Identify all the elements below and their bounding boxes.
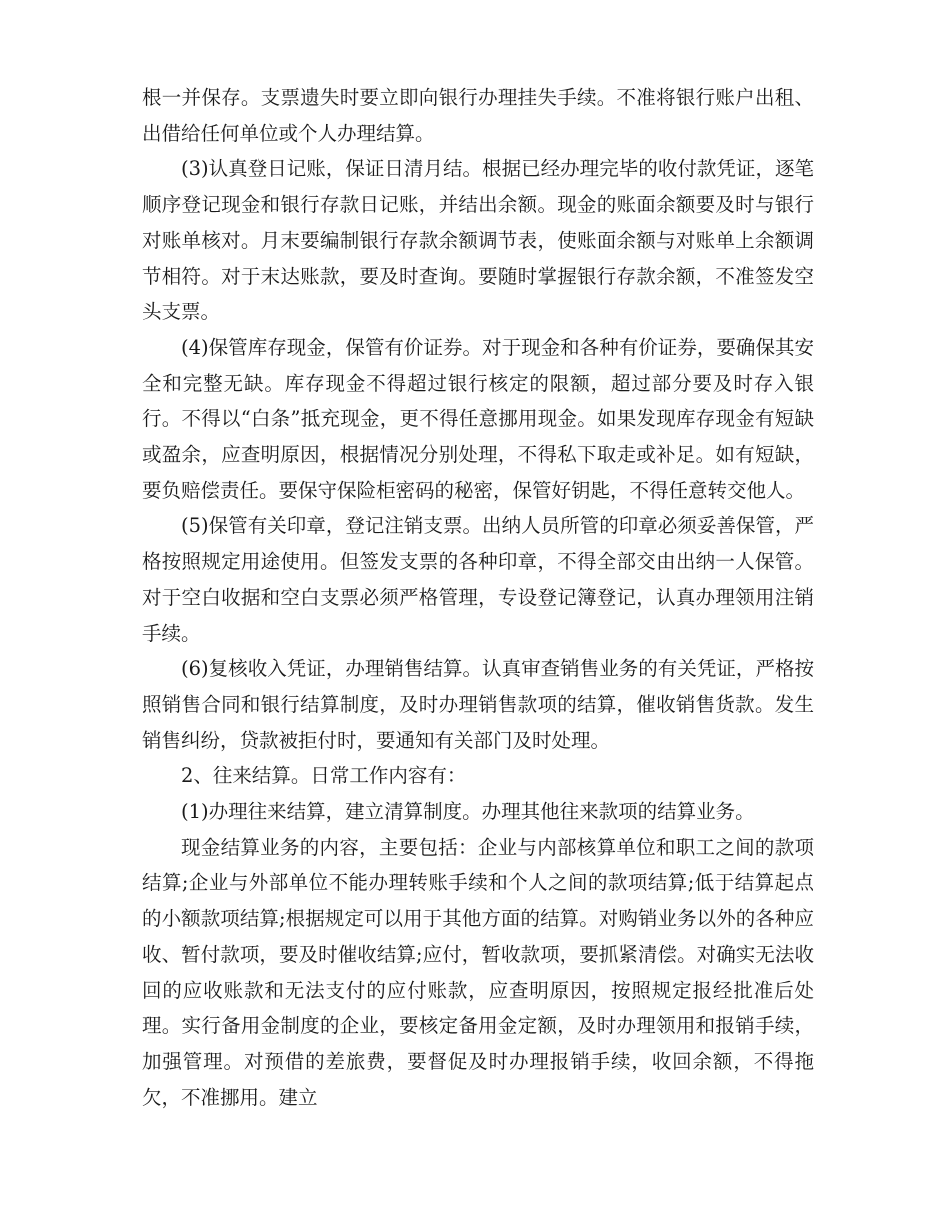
paragraph-cash-settlement: 现金结算业务的内容，主要包括：企业与内部核算单位和职工之间的款项结算;企业与外部单位不能办理转账手续和个人之间的款项结算;低于结算起点的小额款项结算;根据规定可以用于其他方面的结算。对购销业务以外的各种应收、暂付款项，要及时催收结算;应付，暂收款项，要抓紧清偿。对确实无法收回的应收账款和无法支付的应付账款，应查明原因，按照规定报经批准后处理。实行备用金制度的企业，要核定备用金定额，及时办理领用和报销手续，加强管理。对预借的差旅费，要督促及时办理报销手续，收回余额，不得拖欠，不准挪用。建立 bbox=[142, 835, 814, 1109]
paragraph-item-6: (6)复核收入凭证，办理销售结算。认真审查销售业务的有关凭证，严格按照销售合同和银行结算制度，及时办理销售款项的结算，催收销售货款。发生销售纠纷，贷款被拒付时，要通知有关部门及时处理。 bbox=[142, 657, 814, 752]
paragraph-item-4: (4)保管库存现金，保管有价证券。对于现金和各种有价证券，要确保其安全和完整无缺。库存现金不得超过银行核定的限额，超过部分要及时存入银行。不得以“白条”抵充现金，更不得任意挪用现金。如果发现库存现金有短缺或盈余，应查明原因，根据情况分别处理，不得私下取走或补足。如有短缺，要负赔偿责任。要保守保险柜密码的秘密，保管好钥匙，不得任意转交他人。 bbox=[142, 335, 814, 502]
section-heading-settlement: 2、往来结算。日常工作内容有： bbox=[181, 764, 467, 788]
paragraph-continuation: 根一并保存。支票遗失时要立即向银行办理挂失手续。不准将银行账户出租、出借给任何单位或个人办理结算。 bbox=[142, 86, 814, 145]
document-body bbox=[142, 80, 814, 1115]
paragraph-item-3: (3)认真登日记账，保证日清月结。根据已经办理完毕的收付款凭证，逐笔顺序登记现金和银行存款日记账，并结出余额。现金的账面余额要及时与银行对账单核对。月末要编制银行存款余额调节表，使账面余额与对账单上余额调节相符。对于末达账款，要及时查询。要随时掌握银行存款余额，不准签发空头支票。 bbox=[142, 157, 814, 324]
paragraph-item-5: (5)保管有关印章，登记注销支票。出纳人员所管的印章必须妥善保管，严格按照规定用途使用。但签发支票的各种印章，不得全部交由出纳一人保管。对于空白收据和空白支票必须严格管理，专设登记簿登记，认真办理领用注销手续。 bbox=[142, 514, 814, 645]
paragraph-settlement-item-1: (1)办理往来结算，建立清算制度。办理其他往来款项的结算业务。 bbox=[181, 800, 755, 824]
